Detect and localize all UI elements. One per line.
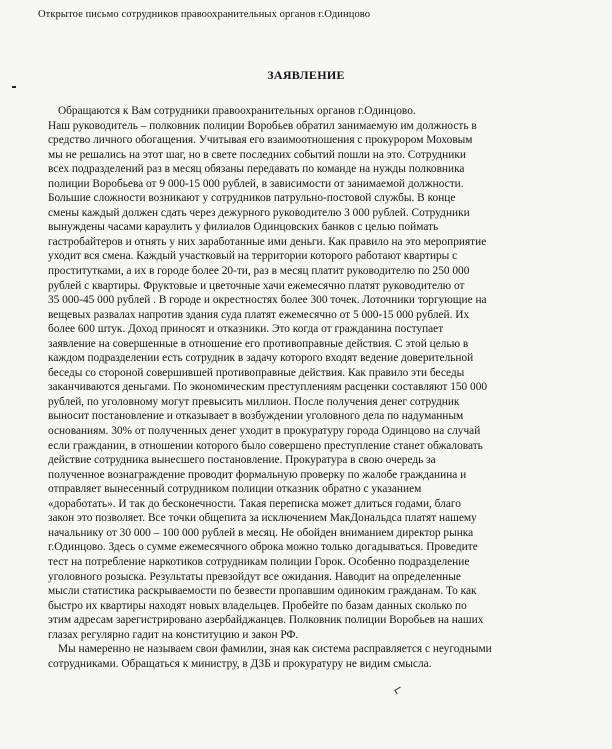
document-line: тест на потребление наркотиков сотрудникам полиции Горок. Особенно подразделение — [48, 555, 470, 568]
document-line: всех подразделений раз в месяц обязаны передавать по команде на нужды полковника — [48, 163, 465, 176]
pen-mark — [394, 687, 403, 695]
document-line: «доработать». И так до бесконечности. Такая переписка может длиться годами, благо — [48, 497, 461, 510]
document-line: выносит постановление и отказывает в возбуждении уголовного дела по надуманным — [48, 410, 464, 423]
document-line: средство личного обогащения. Учитывая его взаимоотношения с прокурором Моховым — [48, 134, 473, 147]
document-line: проститутками, а их в городе более 20-ти, раз в месяц платит руководителю по 250 000 — [48, 265, 470, 278]
document-line: Большие сложности возникают у сотрудников патрульно-постовой службы. В конце — [48, 192, 456, 205]
document-line: уголовного розыска. Результаты превзойдут все ожидания. Наводит на определенные — [48, 570, 461, 583]
document-line: мы не решались на этот шаг, но в свете последних событий пошли на это. Сотрудники — [48, 148, 466, 161]
document-line: гастробайтеров и отнять у них заработанные ими деньги. Как правило на это мероприятие — [48, 235, 487, 248]
document-line: быстро их квартиры находят новых владельцев. Пробейте по базам данных сколько по — [48, 599, 467, 612]
document-line: смены каждый должен сдать через дежурного руководителю 3 000 рублей. Сотрудники — [48, 206, 470, 219]
document-line: вещевых развалах напротив здания суда платят ежемесячно от 5 000-15 000 рублей. Их — [48, 308, 470, 321]
document-line: уходит вся смена. Каждый участковый на территории которого работают квартиры с — [48, 250, 458, 263]
document-title: ЗАЯВЛЕНИЕ — [267, 68, 345, 82]
document-line: заявление на совершенные в отношение его противоправные действия. С этой целью в — [48, 337, 469, 350]
scan-mark — [12, 86, 16, 88]
document-line: полученное вознаграждение проводит формальную проверку по жалобе гражданина и — [48, 468, 467, 481]
document-line: каждом подразделении есть сотрудник в задачу которого входят ведение доверительной — [48, 352, 474, 365]
document-line: Обращаются к Вам сотрудники правоохранительных органов г.Одинцово. — [57, 105, 416, 117]
document-line: рублей, по уголовному могут превысить миллион. После получения денег сотрудник — [48, 395, 460, 408]
document-line: основаниям. 30% от полученных денег уходит в прокуратуру города Одинцово на случай — [48, 425, 481, 438]
document-line: вынуждены часами караулить у филиалов Одинцовских банков с целью поймать — [48, 221, 439, 234]
document-line: заканчиваются деньгами. По экономическим преступлениям расценки составляют 150 000 — [48, 381, 488, 394]
document-line: начальнику от 30 000 – 100 000 рублей в месяц. Не обойден вниманием директор рынка — [48, 526, 474, 539]
document-line: если гражданин, в отношении которого было совершено преступление станет обжаловать — [48, 439, 483, 452]
document-line: г.Одинцово. Здесь о сумме ежемесячного оброка можно только догадываться. Проведите — [48, 541, 478, 554]
document-line: рублей с квартиры. Фруктовые и цветочные хачи ежемесячно платят руководителю от — [48, 279, 465, 292]
document-line: этим адресам зарегистрировано азербайджанцев. Полковник полиции Воробьев на наших — [48, 614, 484, 627]
document-header: Открытое письмо сотрудников правоохранительных органов г.Одинцово — [38, 9, 371, 20]
document-line: более 600 штук. Доход приносят и отказники. Это когда от гражданина поступает — [48, 323, 444, 336]
document-line: закон это позволяет. Все точки общепита за исключением МакДональдса платят нашему — [48, 512, 477, 525]
document-line: Наш руководитель – полковник полиции Воробьев обратил занимаемую им должность в — [48, 119, 477, 132]
document-line: действие сотрудника вынесшего постановление. Прокуратура в свою очередь за — [48, 454, 436, 467]
document-line: мысли статистика раскрываемости по безвести пропавшим одиноким гражданам. То как — [48, 585, 477, 598]
document-line: Мы намеренно не называем свои фамилии, зная как система расправляется с неугодными — [57, 643, 492, 656]
document-line: 35 000-45 000 рублей . В городе и окрестностях более 300 точек. Лоточники торгующие на — [48, 294, 487, 307]
document-line: сотрудниками. Обращаться к министру, в ДЗБ и прокуратуру не видим смысла. — [48, 657, 432, 670]
document-line: отправляет вынесенный сотрудником полиции отказник обратно с указанием — [48, 483, 422, 496]
document-line: глазах регулярно гадит на конституцию и закон РФ. — [48, 628, 299, 641]
document-line: беседы со стороной совершившей противоправные действия. Как правило эти беседы — [48, 366, 465, 379]
document-body — [48, 104, 606, 671]
document-line: полиции Воробьева от 9 000-15 000 рублей, в зависимости от занимаемой должности. — [48, 177, 464, 190]
